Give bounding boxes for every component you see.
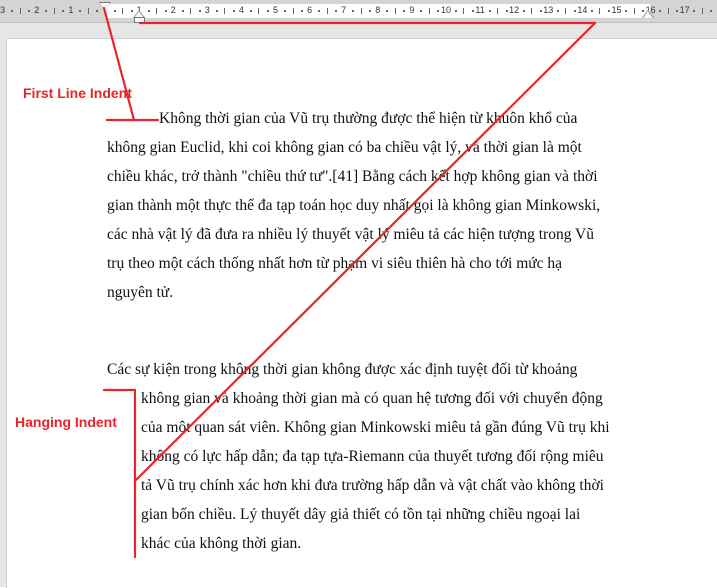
ruler-number: 14 [577,5,588,15]
ruler-dot [182,10,184,12]
first-line-indent-label: First Line Indent [23,85,132,101]
ruler-number: 10 [440,5,452,15]
ruler-dot [28,10,30,12]
ruler-number: 6 [307,5,313,15]
ruler-dot [523,10,525,12]
horizontal-ruler[interactable] [0,0,717,23]
ruler-tick [224,8,225,14]
ruler-number: 2 [170,5,176,15]
ruler-number: 15 [611,5,622,15]
right-indent-marker[interactable] [643,11,653,18]
ruler-dot [676,10,678,12]
ruler-number: 12 [509,5,520,15]
ruler-tick [497,8,498,14]
ruler-number: 4 [238,5,244,15]
ruler-tick [258,8,259,14]
ruler-tick [429,8,430,14]
ruler-dot [114,10,116,12]
ruler-dot [284,10,286,12]
ruler-dot [386,10,388,12]
ruler-dot [352,10,354,12]
text-line: khác của không thời gian. [141,535,302,552]
ruler-dot [625,10,627,12]
ruler-dot [506,10,508,12]
ruler-dot [79,10,81,12]
ruler-number: 1 [136,5,142,15]
ruler-dot [403,10,405,12]
ruler-tick [531,8,532,14]
ruler-dot [45,10,47,12]
ruler-dot [96,10,98,12]
ruler-tick [668,8,669,14]
ruler-number: 2 [34,5,40,15]
ruler-dot [437,10,439,12]
ruler-dot [591,10,593,12]
ruler-dot [318,10,320,12]
ruler-tick [634,8,635,14]
ruler-tick [327,8,328,14]
text-line: Các sự kiện trong không thời gian không được xác định tuyệt đối từ khoảng [107,361,578,378]
text-line: các nhà vật lý đã đưa ra nhiều lý thuyết vật lý miêu tả các hiện tượng trong Vũ [107,226,594,243]
ruler-dot [165,10,167,12]
text-line: của một quan sát viên. Không gian Minkowski miêu tả gần đúng Vũ trụ khi [141,419,610,436]
text-line: gian thành một thực thể đa tạp toán học duy nhất gọi là không gian Minkowski, [107,197,601,214]
ruler-number: 16 [645,5,656,15]
ruler-tick [565,8,566,14]
ruler-tick [54,8,55,14]
ruler-tick [395,8,396,14]
ruler-dot [267,10,269,12]
ruler-dot [62,10,64,12]
ruler-tick [88,8,89,14]
ruler-dot [301,10,303,12]
ruler-number: 3 [204,5,210,15]
text-line: tả Vũ trụ chính xác hơn khi đưa trường hấp dẫn và vật chất vào không thời [141,477,604,494]
ruler-dot [472,10,474,12]
ruler-dot [233,10,235,12]
ruler-number: 11 [475,5,485,15]
paragraph-first-line-indent[interactable] [107,104,600,307]
ruler-dot [710,10,712,12]
ruler-tick [20,8,21,14]
ruler-tick [293,8,294,14]
text-line: không có lực hấp dẫn; đa tạp tựa-Riemann của thuyết tương đối rộng miêu [141,448,604,465]
ruler-number: 17 [679,5,690,15]
ruler-tick [190,8,191,14]
ruler-dot [148,10,150,12]
ruler-tick [156,8,157,14]
ruler-tick [702,8,703,14]
ruler-number: 8 [375,5,381,15]
text-line: trụ theo một cách thống nhất hơn từ phạm vi siêu thiên hà cho tới mức hạ [107,255,563,272]
ruler-number: 3 [0,5,6,15]
ruler-dot [540,10,542,12]
ruler-number: 7 [341,5,347,15]
ruler-dot [608,10,610,12]
text-line: chiều khác, trở thành "chiều thứ tư".[41] Bằng cách kết hợp không gian và thời [107,168,598,185]
text-line: Không thời gian của Vũ trụ thường được thể hiện từ khuôn khổ của [159,110,578,127]
ruler-number: 9 [409,5,415,15]
text-line: không gian Euclid, khi coi không gian có ba chiều vật lý, và thời gian là một [107,139,582,156]
ruler-dot [369,10,371,12]
ruler-dot [216,10,218,12]
ruler-dot [574,10,576,12]
ruler-dot [659,10,661,12]
ruler-number: 1 [68,5,74,15]
ruler-dot [199,10,201,12]
hanging-indent-label: Hanging Indent [15,414,117,430]
paragraph-hanging-indent[interactable] [107,355,610,558]
ruler-dot [250,10,252,12]
ruler-tick [599,8,600,14]
text-line: gian bốn chiều. Lý thuyết dây giả thiết có tồn tại những chiều ngoại lai [141,506,581,523]
ruler-number: 5 [272,5,279,15]
ruler-tick [463,8,464,14]
ruler-dot [420,10,422,12]
text-line: không gian và khoảng thời gian mà có quan hệ tương đối với chuyển động [141,390,603,407]
ruler-dot [693,10,695,12]
text-line: nguyên tử. [107,284,174,301]
ruler-dot [557,10,559,12]
ruler-dot [489,10,491,12]
ruler-number: 13 [543,5,554,15]
ruler-dot [455,10,457,12]
ruler-dot [11,10,13,12]
ruler-dot [335,10,337,12]
first-line-indent-marker[interactable] [100,3,110,10]
ruler-tick [122,8,123,14]
ruler-tick [361,8,362,14]
